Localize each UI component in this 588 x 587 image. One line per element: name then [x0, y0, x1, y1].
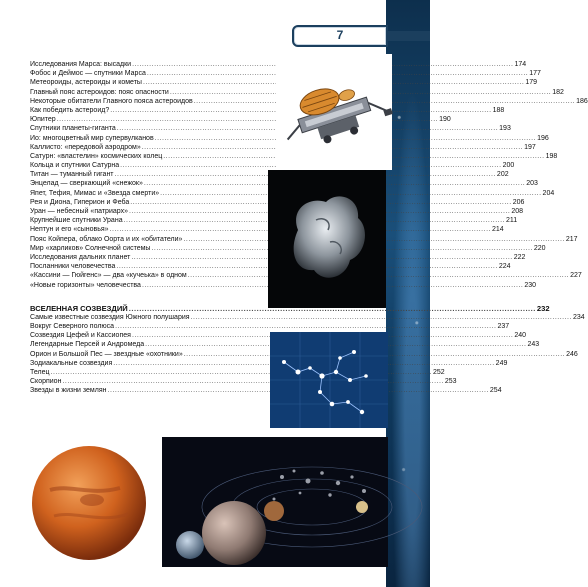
- toc-entry-title: Крупнейшие спутники Урана: [30, 217, 123, 225]
- toc-entry-title: Спутники планеты-гиганта: [30, 125, 116, 133]
- toc-entry-title: Главный пояс астероидов: пояс опасности: [30, 88, 169, 96]
- page-number: 7: [336, 28, 344, 42]
- toc-entry-title: «Кассини — Гюйгенс» — два «кучеька» в одном: [30, 272, 187, 280]
- toc-entry-page: 188: [492, 106, 505, 114]
- toc-entry-page: 227: [570, 272, 582, 280]
- toc-entry-title: Скорпион: [30, 378, 62, 386]
- toc-section-title: ВСЕЛЕННАЯ СОЗВЕЗДИЙ: [30, 303, 128, 313]
- toc-entry[interactable]: [30, 244, 546, 253]
- toc-entry-page: 217: [565, 235, 578, 243]
- toc-entry-page: 253: [444, 378, 457, 386]
- toc-entry-title: Каллисто: «передовой аэродром»: [30, 143, 141, 151]
- toc-entry-page: 249: [495, 359, 508, 367]
- toc-entry-title: Зодиакальные созвездия: [30, 359, 113, 367]
- solar-system-image: [162, 437, 388, 567]
- toc-entry-title: Самые известные созвездия Южного полушария: [30, 313, 190, 321]
- toc-entry[interactable]: [30, 359, 508, 368]
- toc-entry[interactable]: [30, 262, 511, 271]
- toc-entry-title: Как победить астероид?: [30, 106, 110, 114]
- toc-entry-title: Исследования Марса: высадки: [30, 61, 132, 68]
- toc-entry-title: Титан — туманный гигант: [30, 171, 114, 179]
- toc-entry-title: Орион и Большой Пес — звездные «охотники»: [30, 350, 183, 358]
- toc-entry-page: 206: [512, 198, 525, 206]
- constellation-image: [270, 332, 388, 428]
- toc-entry-page: 230: [524, 281, 537, 289]
- toc-entry[interactable]: [30, 115, 451, 124]
- toc-entry-page: 204: [542, 189, 555, 197]
- toc-entry[interactable]: [30, 281, 537, 290]
- toc-entry-page: 197: [524, 143, 536, 151]
- toc-entry[interactable]: [30, 235, 578, 244]
- toc-entry[interactable]: [30, 78, 538, 87]
- toc-entry-page: 203: [526, 180, 538, 188]
- toc-entry[interactable]: [30, 386, 502, 395]
- comet-image: [268, 170, 386, 308]
- toc-entry-title: Легендарные Персей и Андромеда: [30, 341, 145, 349]
- toc-entry-page: 254: [489, 387, 502, 395]
- toc-entry-page: 234: [572, 313, 585, 321]
- toc-entry-page: 220: [533, 244, 546, 252]
- toc-entry[interactable]: [30, 60, 527, 69]
- toc-entry[interactable]: [30, 97, 588, 106]
- toc-entry-page: 240: [514, 332, 527, 340]
- toc-entry-page: 179: [525, 79, 538, 87]
- toc-entry-title: Посланники человечества: [30, 263, 116, 271]
- toc-section-page: 232: [536, 303, 550, 313]
- toc-entry[interactable]: [30, 161, 515, 170]
- toc-entry[interactable]: [30, 152, 558, 161]
- toc-entry-page: 222: [513, 253, 526, 261]
- toc-entry-title: Метеороиды, астероиды и кометы: [30, 79, 142, 87]
- toc-entry[interactable]: [30, 331, 527, 340]
- toc-entry-title: Пояс Койпера, облако Оорта и их «обитатели»: [30, 235, 183, 243]
- toc-entry[interactable]: [30, 340, 540, 349]
- toc-entry-page: 214: [491, 226, 504, 234]
- toc-entry-title: «Новые горизонты» человечества: [30, 281, 141, 289]
- toc-dot-leader: [115, 322, 496, 331]
- toc-entry-title: Звезды в жизни землян: [30, 387, 107, 395]
- toc-entry-title: Созвездия Цефей и Кассиопея: [30, 332, 131, 340]
- toc-entry-title: Уран — небесный «патриарх»: [30, 208, 128, 215]
- space-probe-image: [276, 54, 392, 170]
- toc-entry[interactable]: [30, 170, 509, 179]
- toc-entry-title: Нептун и его «сыновья»: [30, 226, 109, 234]
- toc-entry[interactable]: [30, 225, 504, 234]
- toc-entry[interactable]: [30, 216, 518, 225]
- toc-entry-title: Япет, Тефия, Мимас и «Звезда смерти»: [30, 189, 160, 197]
- toc-entry-page: 182: [552, 88, 564, 96]
- toc-section-heading[interactable]: [30, 303, 550, 313]
- toc-entry-page: 174: [514, 61, 527, 68]
- toc-entry[interactable]: [30, 134, 549, 143]
- toc-entry[interactable]: [30, 368, 445, 377]
- toc-entry-page: 246: [566, 350, 578, 358]
- toc-entry-page: 190: [439, 116, 451, 124]
- toc-entry[interactable]: [30, 253, 526, 262]
- toc-entry[interactable]: [30, 198, 525, 207]
- page-tab-bar: [388, 31, 430, 41]
- toc-entry-page: 243: [527, 341, 540, 349]
- toc-entry-page: 211: [506, 217, 518, 225]
- toc-entry-page: 224: [498, 263, 511, 271]
- toc-entry-title: Энцелад — сверкающий «снежок»: [30, 180, 143, 188]
- toc-entry-title: Сатурн: «властелин» космических колец: [30, 152, 163, 160]
- toc-entry-page: 193: [499, 125, 511, 133]
- toc-entry-page: 252: [432, 369, 445, 376]
- toc-entry-page: 186: [576, 97, 588, 105]
- toc-entry-title: Фобос и Деймос — спутники Марса: [30, 70, 146, 78]
- toc-entry[interactable]: [30, 207, 524, 216]
- toc-group-constellations: [30, 313, 585, 396]
- toc-entry-title: Кольца и спутники Сатурна: [30, 162, 120, 170]
- toc-entry[interactable]: [30, 88, 564, 97]
- table-of-contents: [30, 60, 588, 396]
- toc-entry-page: 198: [545, 152, 558, 160]
- toc-entry[interactable]: [30, 143, 536, 152]
- toc-entry-title: Мир «харликов» Солнечной системы: [30, 244, 151, 252]
- toc-entry[interactable]: [30, 350, 578, 359]
- toc-entry[interactable]: [30, 179, 538, 188]
- toc-entry[interactable]: [30, 313, 585, 322]
- toc-entry[interactable]: [30, 322, 510, 331]
- toc-entry-title: Ио: многоцветный мир супервулканов: [30, 134, 154, 142]
- toc-entry-page: 237: [497, 323, 510, 331]
- toc-entry-title: Телец: [30, 369, 50, 376]
- mars-image: [30, 440, 148, 566]
- toc-entry[interactable]: [30, 106, 505, 115]
- toc-entry-page: 177: [529, 70, 541, 78]
- toc-entry[interactable]: [30, 377, 457, 386]
- toc-entry-page: 196: [537, 134, 549, 142]
- toc-entry[interactable]: [30, 69, 541, 78]
- toc-dot-leader: [191, 313, 572, 322]
- toc-group-planets: [30, 60, 588, 290]
- toc-entry-title: Некоторые обитатели Главного пояса астероидов: [30, 97, 193, 105]
- toc-entry[interactable]: [30, 271, 582, 280]
- toc-entry-title: Вокруг Северного полюса: [30, 323, 115, 331]
- toc-entry-page: 200: [502, 162, 515, 170]
- toc-entry[interactable]: [30, 124, 511, 133]
- toc-entry-page: 208: [511, 208, 524, 215]
- toc-entry[interactable]: [30, 189, 555, 198]
- toc-entry-page: 202: [496, 171, 509, 179]
- toc-gap: [30, 290, 264, 302]
- toc-entry-title: Рея и Диона, Гиперион и Феба: [30, 198, 130, 206]
- toc-entry-title: Юпитер: [30, 116, 56, 124]
- toc-entry-title: Исследования дальних планет: [30, 253, 131, 261]
